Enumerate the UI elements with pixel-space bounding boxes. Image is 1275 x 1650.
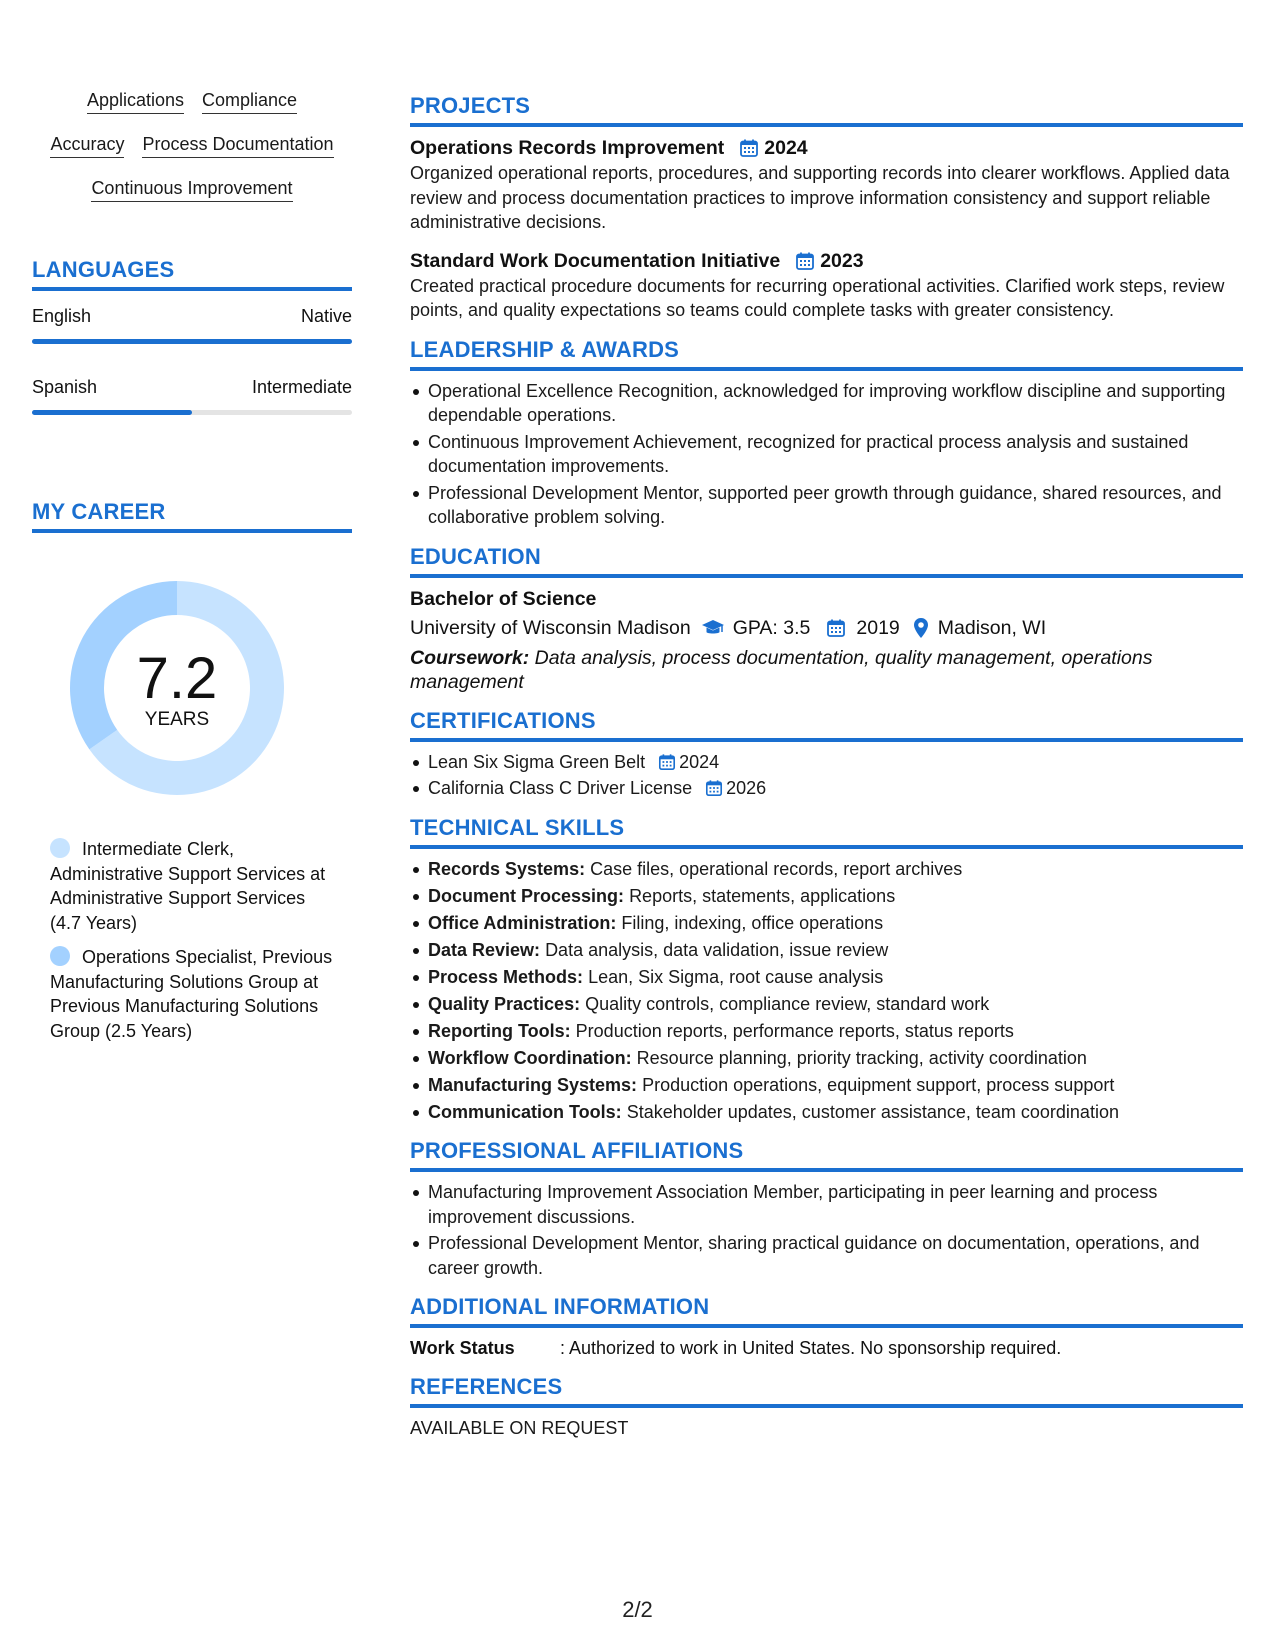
skill-value: Data analysis, data validation, issue review — [545, 939, 889, 960]
list-item: Professional Development Mentor, sharing practical guidance on documentation, operations, and career growth. — [428, 1231, 1243, 1280]
skill-label: Workflow Coordination: — [428, 1047, 632, 1068]
technical-skills-section — [410, 815, 1243, 1125]
skill-label: Office Administration: — [428, 912, 617, 933]
section-title: LEADERSHIP & AWARDS — [410, 336, 680, 362]
skill-label: Quality Practices: — [428, 993, 581, 1014]
certification-name: Lean Six Sigma Green Belt — [428, 751, 646, 772]
skill-tag: Compliance — [202, 89, 297, 114]
career-section — [32, 499, 352, 1041]
project-item — [410, 248, 1243, 323]
list-item: Operational Excellence Recognition, acknowledged for improving workflow discipline and supporting dependable operations. — [428, 379, 1243, 428]
skill-label: Manufacturing Systems: — [428, 1074, 638, 1095]
section-rule — [410, 1324, 1243, 1328]
skill-label: Document Processing: — [428, 885, 625, 906]
section-title: ADDITIONAL INFORMATION — [410, 1294, 710, 1319]
legend-dot — [50, 838, 70, 858]
coursework-label: Coursework: — [410, 646, 530, 669]
coursework-list: Data analysis, process documentation, quality management, operations management — [410, 646, 1153, 693]
legend-dot — [50, 946, 70, 966]
location-pin-icon — [912, 617, 930, 639]
skill-item — [428, 857, 1243, 882]
career-role: Intermediate Clerk, Administrative Support Services at Administrative Support Services (4.7 Years) — [50, 839, 326, 933]
project-description: Created practical procedure documents for recurring operational activities. Clarified work steps, review points, and quality expectations so teams could complete tasks with greater consistency. — [410, 275, 1225, 320]
project-name: Operations Records Improvement — [410, 137, 725, 159]
language-item — [32, 376, 352, 415]
section-title: MY CAREER — [32, 499, 166, 524]
education-section — [410, 544, 1243, 694]
section-rule — [410, 1168, 1243, 1172]
skill-tag: Applications — [87, 89, 184, 114]
career-total-unit: YEARS — [144, 709, 210, 730]
skill-value: Production operations, equipment support, process support — [642, 1074, 1115, 1095]
section-title: PROJECTS — [410, 93, 531, 118]
leadership-section — [410, 337, 1243, 530]
skill-item — [428, 1073, 1243, 1098]
list-item: Professional Development Mentor, supported peer growth through guidance, shared resources, and collaborative problem solving. — [428, 481, 1243, 530]
calendar-icon — [824, 617, 848, 639]
skill-item — [428, 884, 1243, 909]
coursework — [410, 646, 1243, 694]
calendar-icon — [738, 137, 760, 159]
references-text: AVAILABLE ON REQUEST — [410, 1418, 629, 1438]
skill-label: Records Systems: — [428, 858, 586, 879]
location: Madison, WI — [937, 616, 1047, 639]
affiliations-section — [410, 1138, 1243, 1280]
skill-item — [428, 965, 1243, 990]
graduation-year: 2019 — [856, 616, 900, 639]
section-rule — [410, 574, 1243, 578]
career-donut-chart — [64, 575, 290, 801]
gpa: GPA: 3.5 — [732, 616, 811, 639]
language-level: Native — [300, 306, 352, 326]
language-bar — [32, 410, 352, 415]
list-item — [428, 776, 1243, 801]
work-status-value: : Authorized to work in United States. No sponsorship required. — [560, 1338, 1062, 1358]
skill-value: Lean, Six Sigma, root cause analysis — [588, 966, 884, 987]
section-title: PROFESSIONAL AFFILIATIONS — [410, 1138, 744, 1163]
certification-year: 2024 — [679, 751, 720, 772]
section-rule — [410, 738, 1243, 742]
skill-item — [428, 992, 1243, 1017]
references-section — [410, 1374, 1243, 1441]
certification-year: 2026 — [726, 778, 767, 798]
language-level: Intermediate — [251, 377, 352, 397]
section-title: TECHNICAL SKILLS — [410, 814, 625, 840]
section-rule — [410, 845, 1243, 849]
list-item — [428, 750, 1243, 775]
list-item: Continuous Improvement Achievement, recognized for practical process analysis and sustained documentation improvements. — [428, 430, 1243, 479]
career-total-years: 7.2 — [136, 646, 218, 711]
page-number: 2/2 — [622, 1597, 653, 1622]
calendar-icon — [704, 778, 724, 798]
skill-tag-row — [32, 89, 352, 114]
career-legend — [50, 837, 340, 1053]
project-name: Standard Work Documentation Initiative — [410, 249, 781, 272]
calendar-icon — [794, 250, 816, 272]
calendar-icon — [657, 752, 677, 772]
certification-name: California Class C Driver License — [428, 778, 693, 798]
graduation-cap-icon — [701, 617, 725, 639]
skill-tag: Accuracy — [50, 133, 124, 158]
skill-value: Stakeholder updates, customer assistance, team coordination — [626, 1101, 1119, 1122]
skill-item — [428, 1100, 1243, 1125]
skill-label: Reporting Tools: — [428, 1020, 571, 1041]
skill-value: Filing, indexing, office operations — [621, 912, 884, 933]
section-title: LANGUAGES — [32, 257, 175, 282]
skill-value: Resource planning, priority tracking, activity coordination — [636, 1047, 1087, 1068]
section-title: EDUCATION — [410, 543, 541, 569]
skill-value: Quality controls, compliance review, standard work — [585, 993, 990, 1014]
skill-label: Data Review: — [428, 939, 541, 960]
skill-tag: Process Documentation — [142, 133, 333, 158]
language-bar-fill — [32, 339, 352, 344]
projects-section — [410, 93, 1243, 323]
section-rule — [410, 1404, 1243, 1408]
skill-tag-row — [32, 177, 352, 202]
career-legend-item — [50, 837, 340, 935]
language-bar — [32, 339, 352, 344]
list-item: Manufacturing Improvement Association Member, participating in peer learning and process improvement discussions. — [428, 1180, 1243, 1229]
skill-label: Process Methods: — [428, 966, 584, 987]
skill-value: Production reports, performance reports, status reports — [575, 1020, 1014, 1041]
language-name: Spanish — [32, 377, 98, 397]
skill-value: Reports, statements, applications — [629, 885, 896, 906]
career-role: Operations Specialist, Previous Manufacturing Solutions Group at Previous Manufacturing Solutions Group (2.5 Years) — [50, 947, 333, 1041]
section-rule — [32, 287, 352, 291]
section-rule — [410, 123, 1243, 127]
skill-tags — [32, 89, 352, 221]
right-column — [410, 93, 1243, 1455]
skill-item — [428, 1019, 1243, 1044]
language-name: English — [32, 306, 92, 326]
certifications-section — [410, 708, 1243, 801]
languages-section — [32, 257, 352, 415]
degree: Bachelor of Science — [410, 587, 597, 610]
skill-value: Case files, operational records, report archives — [590, 858, 963, 879]
project-year: 2024 — [764, 137, 808, 159]
project-item — [410, 135, 1243, 235]
additional-info-section — [410, 1294, 1243, 1360]
work-status-label: Work Status — [410, 1338, 515, 1358]
project-year: 2023 — [820, 249, 864, 272]
skill-tag-row — [32, 133, 352, 158]
section-rule — [32, 529, 352, 533]
skill-item — [428, 938, 1243, 963]
language-bar-fill — [32, 410, 192, 415]
project-description: Organized operational reports, procedures, and supporting records into clearer workflows. Applied data review and process documentation practices to improve information consistency and support reliable administrative decisions. — [410, 163, 1230, 232]
section-title: CERTIFICATIONS — [410, 707, 596, 733]
language-item — [32, 305, 352, 344]
school-name: University of Wisconsin Madison — [410, 616, 691, 639]
skill-tag: Continuous Improvement — [91, 177, 292, 202]
skill-item — [428, 1046, 1243, 1071]
section-rule — [410, 367, 1243, 371]
skill-label: Communication Tools: — [428, 1101, 622, 1122]
career-legend-item — [50, 945, 340, 1043]
skill-item — [428, 911, 1243, 936]
section-title: REFERENCES — [410, 1374, 563, 1399]
